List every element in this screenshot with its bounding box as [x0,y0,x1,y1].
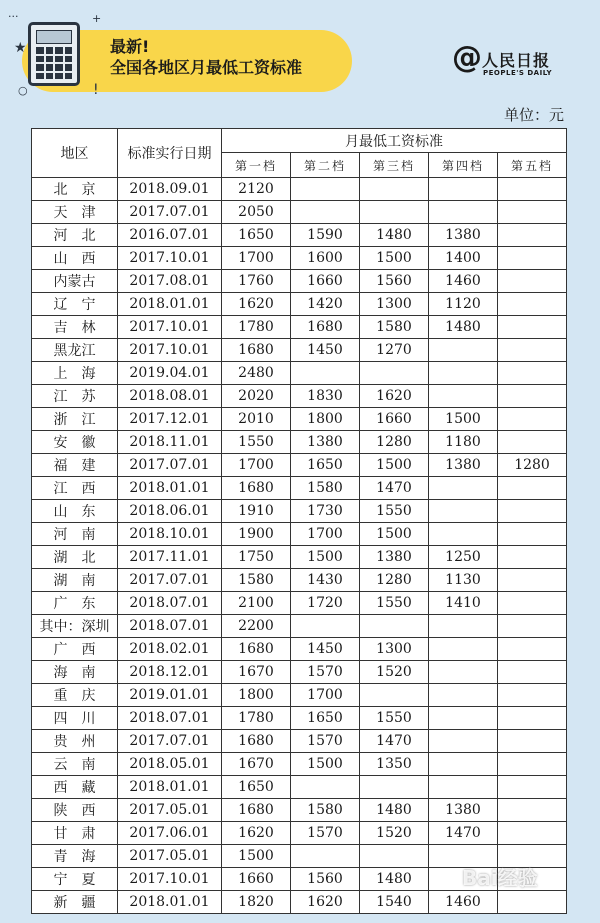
cell-wage [429,661,498,684]
cell-wage [429,362,498,385]
cell-wage [498,799,567,822]
table-row [32,707,567,730]
cell-wage [291,615,360,638]
table-row [32,546,567,569]
cell-wage [498,891,567,914]
cell-wage [498,569,567,592]
cell-wage: 1670 [222,753,291,776]
cell-wage: 1660 [291,270,360,293]
cell-date: 2016.07.01 [118,224,222,247]
cell-wage: 1380 [429,454,498,477]
cell-wage: 1500 [360,247,429,270]
cell-date: 2017.08.01 [118,270,222,293]
cell-region: 上 海 [32,362,118,385]
table-row [32,408,567,431]
cell-wage: 1780 [222,316,291,339]
cell-wage: 1480 [360,224,429,247]
cell-wage [429,500,498,523]
cell-wage: 1580 [291,799,360,822]
cell-region: 黑龙江 [32,339,118,362]
cell-date: 2017.10.01 [118,316,222,339]
cell-wage: 2010 [222,408,291,431]
cell-region: 陕 西 [32,799,118,822]
cell-wage [498,247,567,270]
cell-wage: 1280 [360,431,429,454]
cell-wage: 1660 [360,408,429,431]
cell-wage [360,201,429,224]
cell-wage: 1680 [291,316,360,339]
cell-wage: 1800 [291,408,360,431]
cell-date: 2017.07.01 [118,569,222,592]
cell-wage [291,178,360,201]
cell-wage: 1550 [360,592,429,615]
cell-wage [498,523,567,546]
table-row [32,730,567,753]
cell-date: 2018.07.01 [118,707,222,730]
cell-wage [429,477,498,500]
cell-date: 2017.07.01 [118,454,222,477]
table-row [32,753,567,776]
cell-region: 内蒙古 [32,270,118,293]
cell-region: 四 川 [32,707,118,730]
cell-wage [429,339,498,362]
minimum-wage-table [31,128,567,914]
cell-wage [498,707,567,730]
cell-region: 江 苏 [32,385,118,408]
cell-wage [291,362,360,385]
cell-wage: 2020 [222,385,291,408]
header-grade: 第四档 [429,153,498,178]
cell-wage: 1470 [360,477,429,500]
cell-wage: 1460 [429,891,498,914]
table-row [32,615,567,638]
cell-date: 2018.01.01 [118,891,222,914]
cell-wage: 1620 [291,891,360,914]
cell-wage: 1380 [429,799,498,822]
table-row [32,500,567,523]
unit-label: 单位：元 [503,106,564,124]
cell-wage: 1540 [360,891,429,914]
cell-wage: 1480 [429,316,498,339]
cell-region: 广 西 [32,638,118,661]
circle-icon: ○ [18,84,28,97]
cell-region: 山 西 [32,247,118,270]
cell-date: 2017.07.01 [118,201,222,224]
cell-region: 北 京 [32,178,118,201]
cell-date: 2019.04.01 [118,362,222,385]
cell-wage: 1620 [222,293,291,316]
cell-region: 重 庆 [32,684,118,707]
cell-region: 海 南 [32,661,118,684]
cell-wage: 1660 [222,868,291,891]
cell-date: 2017.05.01 [118,799,222,822]
table-row [32,270,567,293]
cell-wage: 1620 [360,385,429,408]
table-row [32,891,567,914]
watermark: Bai经验 [462,866,538,890]
cell-wage: 1550 [222,431,291,454]
table-row [32,316,567,339]
cell-date: 2017.10.01 [118,868,222,891]
cell-wage [498,293,567,316]
cell-wage: 1450 [291,339,360,362]
cell-wage [429,684,498,707]
cell-wage [498,408,567,431]
logo-en: PEOPLE'S DAILY [483,69,553,77]
cell-region: 青 海 [32,845,118,868]
cell-wage: 1680 [222,638,291,661]
cell-wage [360,845,429,868]
cell-date: 2017.05.01 [118,845,222,868]
table-row [32,799,567,822]
cell-wage: 1580 [360,316,429,339]
cell-wage: 1550 [360,500,429,523]
cell-wage: 1700 [222,247,291,270]
cell-wage: 1180 [429,431,498,454]
cell-wage [498,592,567,615]
table-row [32,523,567,546]
cell-date: 2018.10.01 [118,523,222,546]
cell-wage [429,201,498,224]
calculator-icon [28,22,80,86]
cell-date: 2018.11.01 [118,431,222,454]
table-row [32,454,567,477]
table-row [32,592,567,615]
table-row [32,661,567,684]
cell-wage [498,500,567,523]
cell-wage [498,362,567,385]
cell-wage [429,385,498,408]
cell-wage [498,178,567,201]
cell-wage: 1720 [291,592,360,615]
cell-wage: 1760 [222,270,291,293]
cell-wage [291,201,360,224]
banner-line2: 全国各地区月最低工资标准 [110,58,303,77]
cell-wage: 2480 [222,362,291,385]
cell-wage [429,638,498,661]
cell-wage: 1900 [222,523,291,546]
cell-region: 新 疆 [32,891,118,914]
cell-wage: 1120 [429,293,498,316]
cell-date: 2018.12.01 [118,661,222,684]
cell-wage [498,477,567,500]
cell-date: 2017.12.01 [118,408,222,431]
cell-wage: 1750 [222,546,291,569]
cell-wage: 1820 [222,891,291,914]
at-icon: @ [452,40,482,75]
header-grade: 第二档 [291,153,360,178]
cell-wage [498,776,567,799]
cell-wage: 1280 [498,454,567,477]
logo-cn: 人民日报 [482,51,551,70]
cell-wage: 1550 [360,707,429,730]
cell-wage: 1380 [291,431,360,454]
cell-wage: 1250 [429,546,498,569]
cell-wage: 2100 [222,592,291,615]
cell-wage: 1270 [360,339,429,362]
header-grade: 第一档 [222,153,291,178]
cell-region: 广 东 [32,592,118,615]
cell-wage: 1430 [291,569,360,592]
cell-wage [291,845,360,868]
cell-wage: 2200 [222,615,291,638]
table-row [32,362,567,385]
cell-wage [498,201,567,224]
cell-wage: 1650 [222,776,291,799]
cell-wage [498,224,567,247]
header-grade: 第三档 [360,153,429,178]
cell-wage: 1380 [360,546,429,569]
cell-region: 湖 南 [32,569,118,592]
table-row [32,224,567,247]
table-row [32,684,567,707]
cell-wage: 1730 [291,500,360,523]
table-row [32,247,567,270]
cell-wage: 2120 [222,178,291,201]
cell-wage [429,178,498,201]
cell-wage [429,615,498,638]
table-row [32,776,567,799]
cell-wage: 1780 [222,707,291,730]
cell-wage: 1680 [222,730,291,753]
cell-region: 浙 江 [32,408,118,431]
cell-wage: 1580 [222,569,291,592]
cell-wage: 1910 [222,500,291,523]
cell-wage: 1500 [291,753,360,776]
header-grade: 第五档 [498,153,567,178]
cell-region: 吉 林 [32,316,118,339]
cell-date: 2017.06.01 [118,822,222,845]
cell-date: 2018.02.01 [118,638,222,661]
cell-wage [429,753,498,776]
header-region: 地区 [32,129,118,178]
cell-wage: 1380 [429,224,498,247]
cell-wage [429,523,498,546]
cell-wage: 1570 [291,822,360,845]
cell-wage: 1830 [291,385,360,408]
sparkle-icon: + [92,12,102,25]
table-row [32,569,567,592]
table-row [32,293,567,316]
cell-wage [429,776,498,799]
cell-wage: 1650 [291,707,360,730]
cell-wage [360,776,429,799]
header [0,0,600,120]
cell-date: 2017.07.01 [118,730,222,753]
cell-wage: 1800 [222,684,291,707]
cell-wage: 1700 [291,684,360,707]
cell-wage: 1450 [291,638,360,661]
cell-date: 2018.06.01 [118,500,222,523]
cell-wage: 1500 [360,523,429,546]
cell-wage: 1650 [291,454,360,477]
exclaim-icon: ! [93,82,99,98]
cell-wage: 1600 [291,247,360,270]
table-row [32,201,567,224]
cell-wage: 1560 [291,868,360,891]
cell-date: 2018.09.01 [118,178,222,201]
cell-date: 2018.07.01 [118,615,222,638]
cell-region: 甘 肃 [32,822,118,845]
cell-wage: 1520 [360,822,429,845]
cell-region: 贵 州 [32,730,118,753]
cell-region: 福 建 [32,454,118,477]
cell-date: 2018.08.01 [118,385,222,408]
cell-region: 西 藏 [32,776,118,799]
cell-wage [498,822,567,845]
cell-region: 江 西 [32,477,118,500]
cell-wage [498,753,567,776]
cell-date: 2017.10.01 [118,339,222,362]
header-wage-group: 月最低工资标准 [222,129,567,153]
cell-date: 2018.01.01 [118,776,222,799]
cell-wage: 1460 [429,270,498,293]
cell-date: 2017.11.01 [118,546,222,569]
star-icon: ★ [14,40,27,56]
cell-wage: 1670 [222,661,291,684]
table-body [32,178,567,914]
table-row [32,339,567,362]
cell-wage: 1520 [360,661,429,684]
cell-wage [429,707,498,730]
cell-wage: 1400 [429,247,498,270]
cell-wage: 1280 [360,569,429,592]
cell-wage: 1570 [291,730,360,753]
cell-region: 山 东 [32,500,118,523]
table-row [32,385,567,408]
cell-wage: 1480 [360,799,429,822]
cell-wage: 1480 [360,868,429,891]
cell-wage: 1130 [429,569,498,592]
cell-wage: 1350 [360,753,429,776]
cell-wage [498,684,567,707]
table-row [32,822,567,845]
cell-wage: 1680 [222,799,291,822]
cell-region: 湖 北 [32,546,118,569]
table-row [32,638,567,661]
cell-wage [360,615,429,638]
cell-wage: 1500 [291,546,360,569]
cell-wage [360,684,429,707]
cell-wage [360,178,429,201]
cell-region: 云 南 [32,753,118,776]
cell-wage [498,270,567,293]
cell-date: 2019.01.01 [118,684,222,707]
cell-wage: 1300 [360,638,429,661]
cell-region: 其中：深圳 [32,615,118,638]
cell-wage: 1620 [222,822,291,845]
cell-wage [498,638,567,661]
cell-wage: 1560 [360,270,429,293]
cell-wage: 1500 [222,845,291,868]
cell-wage [498,339,567,362]
cell-wage: 1700 [222,454,291,477]
cell-wage [498,385,567,408]
cell-wage [291,776,360,799]
cell-region: 河 南 [32,523,118,546]
cell-date: 2018.01.01 [118,477,222,500]
cell-wage: 1570 [291,661,360,684]
cell-date: 2018.05.01 [118,753,222,776]
table-row [32,477,567,500]
cell-wage: 1470 [360,730,429,753]
cell-wage [498,431,567,454]
dots-icon: ··· [8,10,19,23]
header-date: 标准实行日期 [118,129,222,178]
cell-wage: 1300 [360,293,429,316]
cell-wage: 1470 [429,822,498,845]
cell-date: 2018.01.01 [118,293,222,316]
cell-wage: 1410 [429,592,498,615]
cell-wage: 1500 [429,408,498,431]
cell-region: 安 徽 [32,431,118,454]
peoples-daily-logo [452,40,572,84]
cell-wage: 2050 [222,201,291,224]
banner-title [110,36,302,78]
cell-wage: 1590 [291,224,360,247]
cell-wage [498,730,567,753]
cell-region: 天 津 [32,201,118,224]
cell-region: 河 北 [32,224,118,247]
cell-region: 宁 夏 [32,868,118,891]
table-row [32,431,567,454]
cell-wage: 1500 [360,454,429,477]
cell-wage [360,362,429,385]
cell-wage [498,546,567,569]
banner-line1: 最新! [110,37,150,56]
cell-wage [498,661,567,684]
cell-wage: 1420 [291,293,360,316]
cell-date: 2017.10.01 [118,247,222,270]
cell-wage: 1680 [222,477,291,500]
cell-region: 辽 宁 [32,293,118,316]
cell-wage: 1650 [222,224,291,247]
cell-wage [498,615,567,638]
cell-date: 2018.07.01 [118,592,222,615]
cell-wage [498,316,567,339]
table-row [32,178,567,201]
cell-wage: 1680 [222,339,291,362]
cell-wage: 1580 [291,477,360,500]
cell-wage: 1700 [291,523,360,546]
cell-wage [429,730,498,753]
